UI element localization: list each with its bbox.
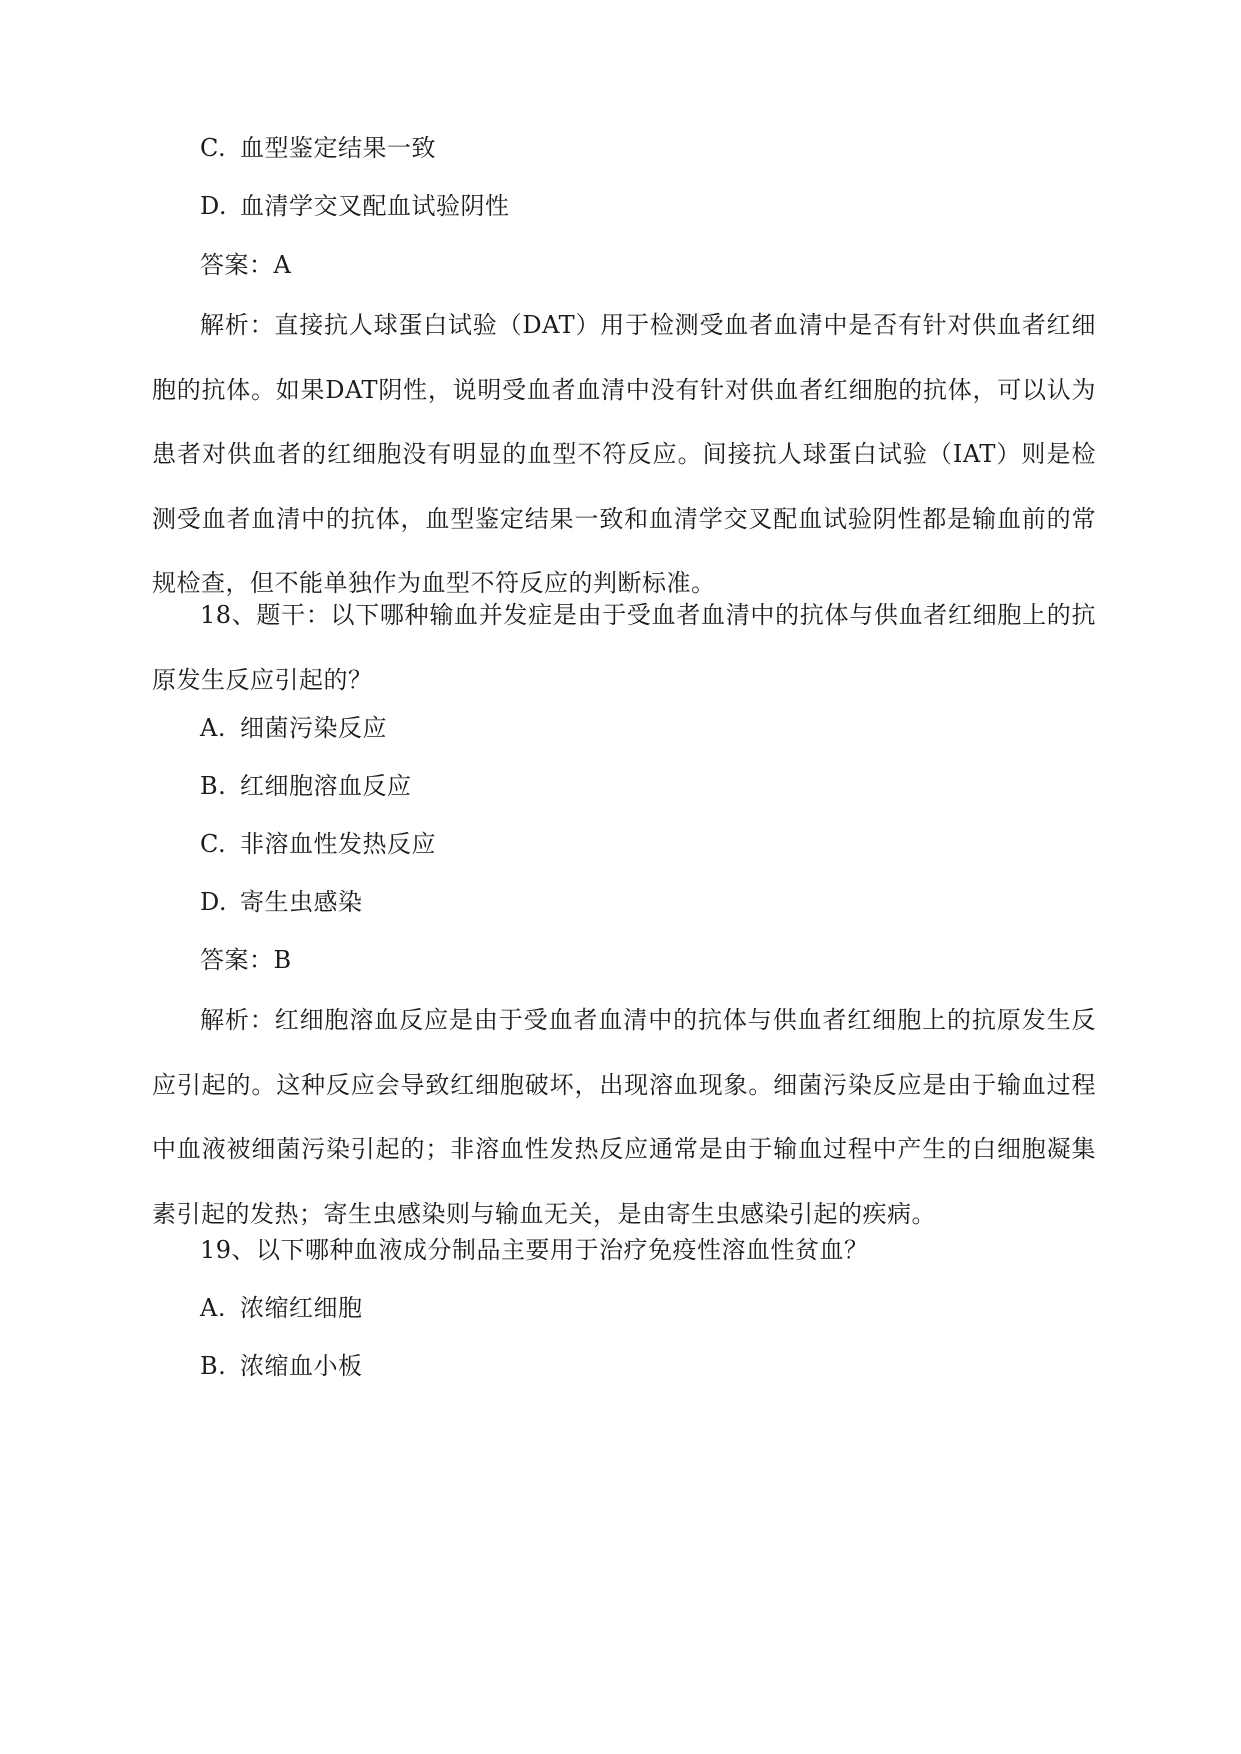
option-text: 寄生虫感染 [240, 888, 363, 916]
option-text: 细菌污染反应 [240, 714, 387, 742]
option-text: 浓缩红细胞 [240, 1294, 363, 1322]
option-label: A. [200, 714, 226, 742]
q17-answer: 答案：A [200, 251, 292, 279]
q18-option-c [200, 827, 436, 861]
option-text: 红细胞溶血反应 [240, 772, 412, 800]
option-text: 血清学交叉配血试验阴性 [240, 192, 510, 220]
q19-option-b [200, 1349, 363, 1383]
option-label: C. [200, 134, 227, 162]
option-text: 非溶血性发热反应 [240, 830, 436, 858]
q17-option-d [200, 189, 510, 223]
q19-stem: 19、以下哪种血液成分制品主要用于治疗免疫性溶血性贫血？ [200, 1236, 869, 1264]
q18-analysis: 解析：红细胞溶血反应是由于受血者血清中的抗体与供血者红细胞上的抗原发生反应引起的。这种反应会导致红细胞破坏，出现溶血现象。细菌污染反应是由于输血过程中血液被细菌污染引起的；非溶血性发热反应通常是由于输血过程中产生的白细胞凝集素引起的发热；寄生虫感染则与输血无关，是由寄生虫感染引起的疾病。 [152, 1006, 1096, 1228]
q17-option-c [200, 131, 436, 165]
option-text: 浓缩血小板 [240, 1352, 363, 1380]
option-label: B. [200, 772, 227, 800]
option-label: D. [200, 192, 228, 220]
option-label: B. [200, 1352, 227, 1380]
q18-option-b [200, 769, 412, 803]
q18-option-d [200, 885, 363, 919]
q18-stem: 18、题干：以下哪种输血并发症是由于受血者血清中的抗体与供血者红细胞上的抗原发生反应引起的？ [152, 601, 1096, 694]
q18-option-a [200, 711, 387, 745]
option-label: D. [200, 888, 228, 916]
option-label: A. [200, 1294, 226, 1322]
option-text: 血型鉴定结果一致 [240, 134, 436, 162]
q19-option-a [200, 1291, 363, 1325]
q18-answer: 答案：B [200, 946, 292, 974]
q17-analysis: 解析：直接抗人球蛋白试验（DAT）用于检测受血者血清中是否有针对供血者红细胞的抗体。如果DAT阴性，说明受血者血清中没有针对供血者红细胞的抗体，可以认为患者对供血者的红细胞没有明显的血型不符反应。间接抗人球蛋白试验（IAT）则是检测受血者血清中的抗体，血型鉴定结果一致和血清学交叉配血试验阴性都是输血前的常规检查，但不能单独作为血型不符反应的判断标准。 [152, 311, 1096, 597]
option-label: C. [200, 830, 227, 858]
